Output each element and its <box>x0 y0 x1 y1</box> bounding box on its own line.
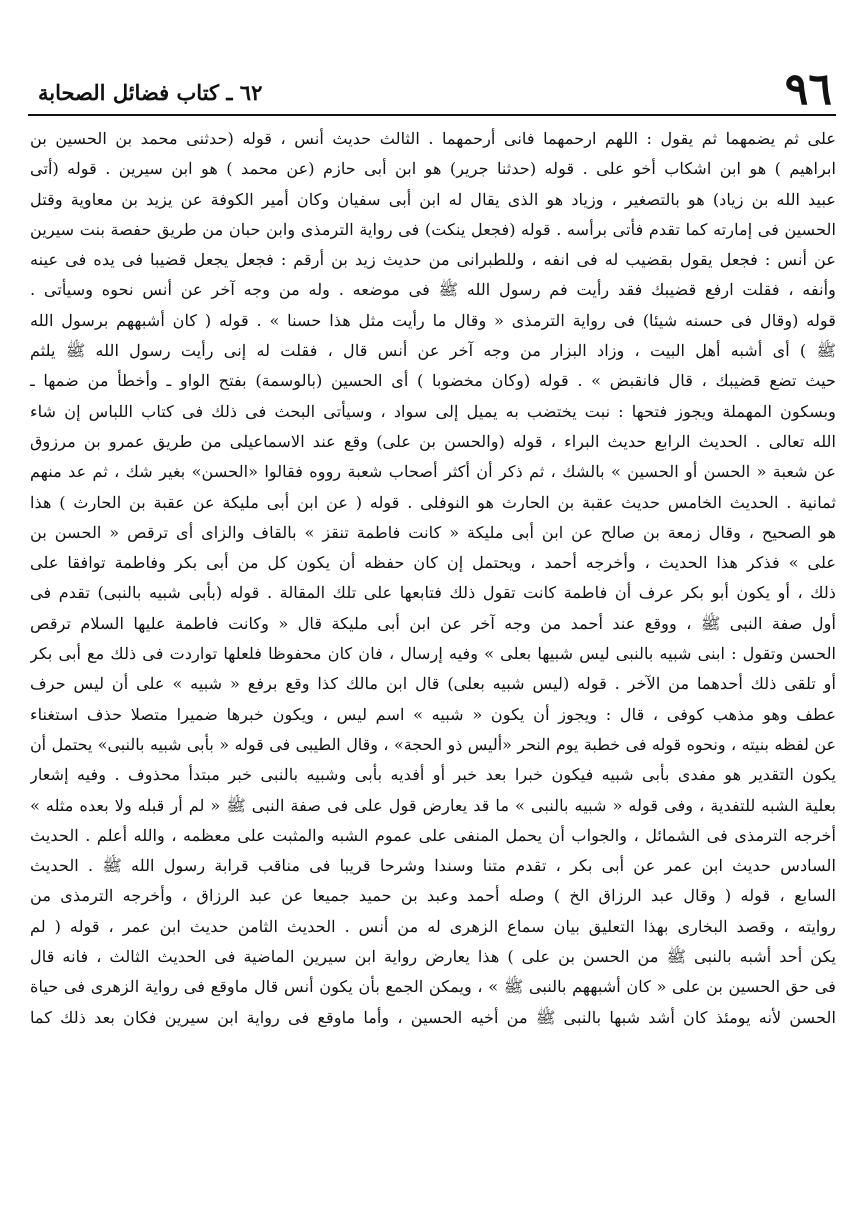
text-line: ثمانية . الحديث الخامس حديث عقبة بن الحارث هو النوفلى . قوله ( عن ابن أبى مليكة عن عقبة بن الحارث ) هذا <box>30 492 836 512</box>
text-line: بعلية الشبه للتفدية ، وفى قوله « شبيه بالنبى » ما قد يعارض قول على فى صفة النبى ﷺ « لم أر قبله ولا بعده مثله » <box>30 795 836 815</box>
text-line: الحسين فى إمارته كما تقدم فأتى برأسه . قوله (فجعل ينكت) فى رواية الترمذى وابن حبان من طريق حفصة بنت سيرين <box>30 219 836 239</box>
text-line: عطف وهو مذهب كوفى ، قال : ويجوز أن يكون « شبيه » اسم ليس ، ويكون خبرها ضميرا متصلا حذف استغناء <box>30 704 836 724</box>
text-line: يكن أحد أشبه بالنبى ﷺ من الحسن بن على ) هذا يعارض رواية ابن سيرين الماضية فى الحديث الثالث ، فانه قال <box>30 947 836 967</box>
text-line: السادس حديث ابن عمر عن أبى بكر ، تقدم متنا وسندا وشرحا قريبا فى مناقب قرابة رسول الله ﷺ . الحديث <box>30 856 836 876</box>
text-line: ابراهيم ) هو ابن اشكاب أخو على . قوله (حدثنا جرير) هو ابن أبى حازم (عن محمد ) هو ابن سيرين . قوله (أتى <box>30 159 836 179</box>
page-header <box>28 62 836 120</box>
page-number: ٩٦ <box>784 64 832 115</box>
text-line: حيث تضع قضيبك ، قال فانقبض » . قوله (وكان مخضوبا ) أى الحسين (بالوسمة) بفتح الواو ـ وأخطأ من ضمها ـ <box>30 371 836 391</box>
text-line: أو تلقى ذلك أحدهما من الآخر . قوله (ليس شبيه بعلى) قال ابن مالك كذا وقع برفع « شبيه » على أن ليس حرف <box>30 674 836 694</box>
text-line: روايته ، وقصد البخارى بهذا التعليق بيان سماع الزهرى له من أنس . الحديث الثامن حديث ابن عمر ، قوله ( لم <box>30 916 836 936</box>
text-line: هو الصحيح ، وقال زمعة بن صالح عن ابن أبى مليكة « كانت فاطمة تنقز » بالقاف والزاى أى ترقص « الحسن بن <box>30 522 836 542</box>
text-line: فى حق الحسين بن على « كان أشبههم بالنبى ﷺ » ، ويمكن الجمع بأن يكون أنس قال ماوقع فى رواية الزهرى فى حياة <box>30 977 836 997</box>
text-line: ﷺ ) أى أشبه أهل البيت ، وزاد البزار من وجه آخر عن أنس قال ، فقلت له إنى رأيت رسول الله ﷺ يلثم <box>30 341 836 361</box>
text-line: وبسكون المهملة ويجوز فتحها : نبت يختضب به يميل إلى سواد ، وسيأتى البحث فى ذلك فى كتاب اللباس إن شاء <box>30 401 836 421</box>
text-line: السابع ، قوله ( وقال عبد الرزاق الخ ) وصله أحمد وعبد بن حميد جميعا عن عبد الرزاق ، وأخرجه الترمذى من <box>30 886 836 906</box>
text-line: يكون التقدير هو مفدى بأبى شبيه فيكون خبرا بعد خبر أو أفديه بأبى وشبيه بالنبى خبر مبتدأ محذوف . وفيه إشعار <box>30 765 836 785</box>
text-line: الله تعالى . الحديث الرابع حديث البراء ، قوله (والحسن بن على) وقع عند الاسماعيلى من طريق عمرو بن مرزوق <box>30 431 836 451</box>
text-line: قوله (وقال فى حسنه شيئا) فى رواية الترمذى « وقال ما رأيت مثل هذا حسنا » . قوله ( كان أشبههم برسول الله <box>30 310 836 330</box>
text-line: وأنفه ، فقلت ارفع قضيبك فقد رأيت فم رسول الله ﷺ فى موضعه . وله من وجه آخر عن أنس نحوه وسيأتى . <box>30 280 836 300</box>
text-line: أخرجه الترمذى فى الشمائل ، والجواب أن يحمل المنفى على عموم الشبه والمثبت على معظمه ، والله أعلم . الحديث <box>30 825 836 845</box>
text-line: عن لفظه بنيته ، ونحوه قوله فى خطبة يوم النحر «أليس ذو الحجة» ، وقال الطيبى فى قوله « بأبى شبيه بالنبى» يحتمل أن <box>30 734 836 754</box>
text-line: الحسن وتقول : ابنى شبيه بالنبى ليس شبيها بعلى » وفيه إرسال ، فان كان محفوظا فلعلها تواردت فى ذلك مع أبى بكر <box>30 644 836 664</box>
text-line: على ثم يضمهما ثم يقول : اللهم ارحمهما فانى أرحمهما . الثالث حديث أنس ، قوله (حدثنى محمد بن الحسين بن <box>30 129 836 148</box>
header-rule <box>28 114 836 116</box>
commentary-text <box>30 124 836 1214</box>
text-line: عن أنس : فجعل يقول بقضيب له فى انفه ، وللطبرانى من حديث زيد بن أرقم : فجعل يجعل قضيبا فى يده فى عينه <box>30 250 836 270</box>
text-line: على » فذكر هذا الحديث ، وأخرجه أحمد ، ويحتمل إن كان حفظه أن يكون كل من أبى بكر وفاطمة توافقا على <box>30 553 836 573</box>
running-title: ٦٢ ـ كتاب فضائل الصحابة <box>38 80 263 105</box>
text-line: عن شعبة « الحسن أو الحسين » بالشك ، ثم ذكر أن أكثر أصحاب شعبة رووه فقالوا «الحسن» بغير شك ، ثم عد منهم <box>30 462 836 482</box>
text-line: عبيد الله بن زياد) هو بالتصغير ، وزياد هو الذى يقال له ابن أبى سفيان وكان أمير الكوفة عن يزيد بن معاوية وقتل <box>30 189 836 209</box>
text-line: أول صفة النبى ﷺ ، ووقع عند أحمد من وجه آخر عن ابن أبى مليكة قال « وكانت فاطمة عليها السلام ترقص <box>30 613 836 633</box>
text-line: ذلك ، أو يكون أبو بكر عرف أن فاطمة كانت تقول ذلك فتابعها على تلك المقالة . قوله (بأبى شبيه بالنبى) تقدم فى <box>30 583 836 603</box>
text-line: الحسن لأنه يومئذ كان أشد شبها بالنبى ﷺ من أخيه الحسين ، وأما ماوقع فى رواية ابن سيرين فكان بعد ذلك كما <box>30 1007 836 1027</box>
